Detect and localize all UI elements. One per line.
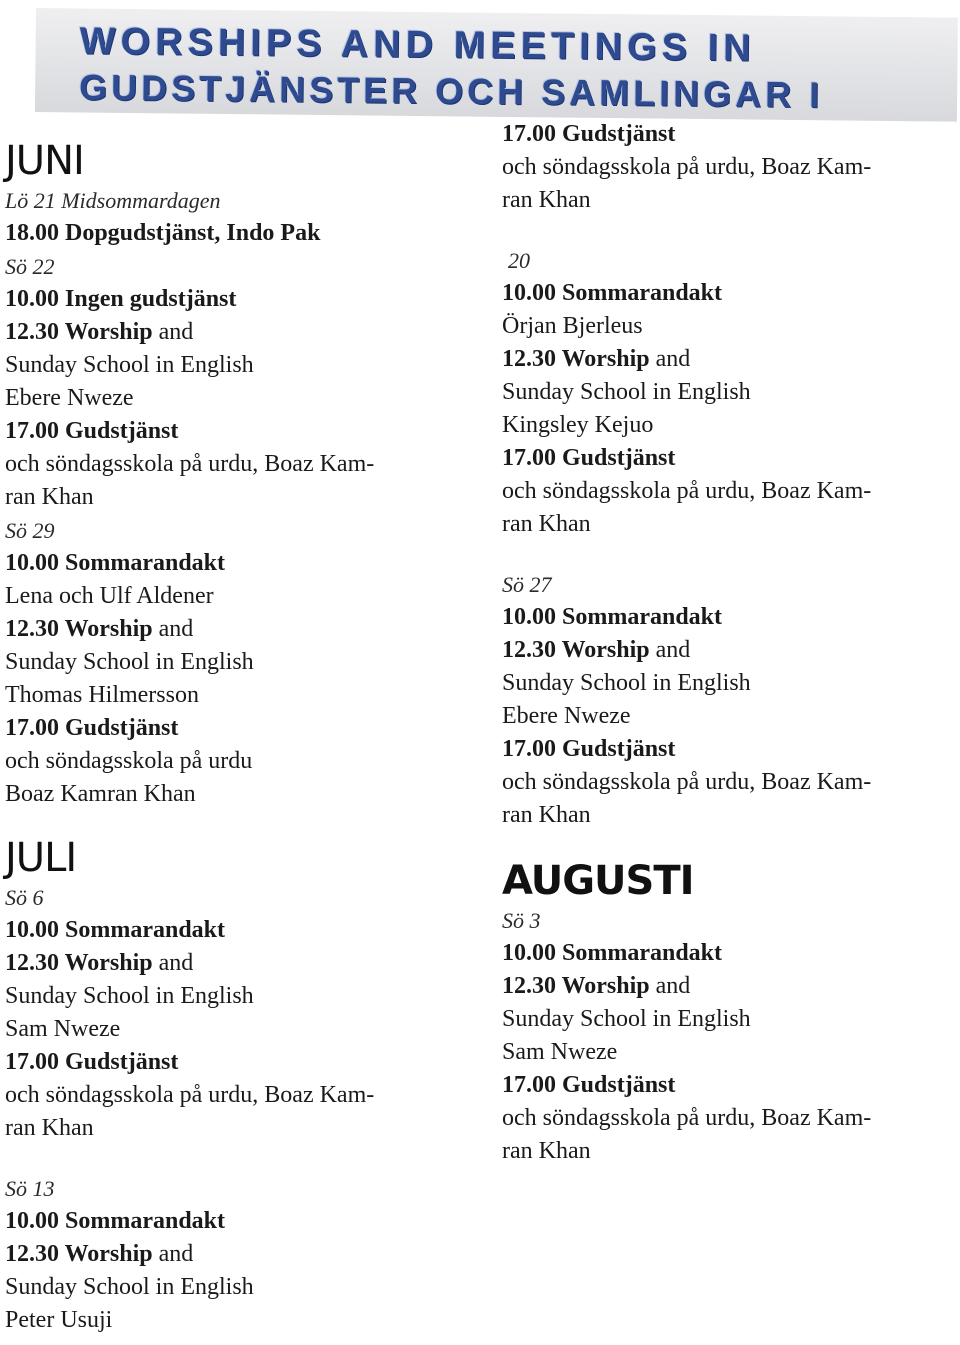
event-description: Sunday School in English xyxy=(502,1006,751,1032)
event-title: 10.00 Sommarandakt xyxy=(5,550,226,576)
event-time-title: 12.30 Worship xyxy=(5,950,153,976)
event-leader: Lena och Ulf Aldener xyxy=(5,583,214,609)
event-title xyxy=(5,947,455,980)
month-heading-augusti: AUGUSTI xyxy=(502,858,694,904)
day-label: Lö 21 Midsommardagen xyxy=(5,188,221,213)
event-title-suffix: and xyxy=(152,616,194,642)
event-leader: Thomas Hilmersson xyxy=(5,682,199,708)
event-leader: Ebere Nweze xyxy=(5,385,134,411)
event-title-suffix: and xyxy=(649,637,691,663)
day-block-so27 xyxy=(502,568,952,832)
event-description: Sunday School in English xyxy=(502,670,751,696)
day-label: Sö 27 xyxy=(502,572,552,597)
event-description: Sunday School in English xyxy=(5,1274,254,1300)
day-block-so20 xyxy=(502,244,952,541)
spacer xyxy=(502,541,952,568)
event-time-title: 12.30 Worship xyxy=(5,319,153,345)
spacer xyxy=(5,1145,455,1172)
event-description: Sunday School in English xyxy=(5,983,254,1009)
day-block-so6 xyxy=(5,881,455,1145)
event-title xyxy=(5,1238,455,1271)
event-title-suffix: and xyxy=(152,319,194,345)
header-banner xyxy=(35,8,958,122)
event-time-title: 12.30 Worship xyxy=(5,616,153,642)
event-leader: Ebere Nweze xyxy=(502,703,631,729)
day-block-so22 xyxy=(5,250,455,514)
event-title xyxy=(502,634,952,667)
spacer xyxy=(502,217,952,244)
event-description: Sunday School in English xyxy=(502,379,751,405)
day-block-so13 xyxy=(5,1172,455,1337)
event-title: 18.00 Dopgudstjänst, Indo Pak xyxy=(5,220,321,246)
event-time-title: 12.30 Worship xyxy=(502,637,650,663)
day-block-so3 xyxy=(502,904,952,1168)
event-title: 17.00 Gudstjänst xyxy=(5,418,179,444)
event-leader: Sam Nweze xyxy=(5,1016,121,1042)
event-description: ran Khan xyxy=(502,187,591,213)
event-description: och söndagsskola på urdu, Boaz Kam- xyxy=(502,1105,872,1131)
event-title: 17.00 Gudstjänst xyxy=(5,1049,179,1075)
event-description: Sunday School in English xyxy=(5,649,254,675)
event-title: 10.00 Ingen gudstjänst xyxy=(5,286,237,312)
event-title xyxy=(502,970,952,1003)
day-block-lo21 xyxy=(5,184,455,250)
day-label: Sö 22 xyxy=(5,254,55,279)
event-title: 10.00 Sommarandakt xyxy=(5,917,226,943)
month-heading-juni: JUNI xyxy=(5,138,84,184)
event-title: 10.00 Sommarandakt xyxy=(502,940,723,966)
event-description: och söndagsskola på urdu, Boaz Kam- xyxy=(502,154,872,180)
event-description: och söndagsskola på urdu, Boaz Kam- xyxy=(5,1082,375,1108)
day-label: 20 xyxy=(508,248,530,273)
event-title: 17.00 Gudstjänst xyxy=(502,1072,676,1098)
event-leader: Peter Usuji xyxy=(5,1307,113,1333)
event-leader: Örjan Bjerleus xyxy=(502,313,643,339)
event-description: Sunday School in English xyxy=(5,352,254,378)
event-description: och söndagsskola på urdu, Boaz Kam- xyxy=(502,769,872,795)
event-description: ran Khan xyxy=(502,802,591,828)
event-time-title: 12.30 Worship xyxy=(502,346,650,372)
event-title-suffix: and xyxy=(649,346,691,372)
event-description: Boaz Kamran Khan xyxy=(5,781,196,807)
day-label: Sö 3 xyxy=(502,908,541,933)
day-label: Sö 6 xyxy=(5,885,44,910)
event-title-suffix: and xyxy=(152,950,194,976)
event-description: ran Khan xyxy=(502,1138,591,1164)
day-label: Sö 13 xyxy=(5,1176,55,1201)
event-title xyxy=(5,613,455,646)
schedule-column-right xyxy=(502,118,952,1168)
event-description: ran Khan xyxy=(5,484,94,510)
event-title: 17.00 Gudstjänst xyxy=(502,736,676,762)
event-description: ran Khan xyxy=(502,511,591,537)
event-title: 17.00 Gudstjänst xyxy=(5,715,179,741)
event-description: ran Khan xyxy=(5,1115,94,1141)
event-title-suffix: and xyxy=(649,973,691,999)
event-time-title: 12.30 Worship xyxy=(5,1241,153,1267)
banner-title-english: WORSHIPS AND MEETINGS IN xyxy=(79,20,756,70)
day-label: Sö 29 xyxy=(5,518,55,543)
event-title xyxy=(5,316,455,349)
schedule-column-left xyxy=(5,118,455,1337)
event-title: 10.00 Sommarandakt xyxy=(502,280,723,306)
event-description: och söndagsskola på urdu xyxy=(5,748,253,774)
event-description: och söndagsskola på urdu, Boaz Kam- xyxy=(502,478,872,504)
event-title: 10.00 Sommarandakt xyxy=(502,604,723,630)
event-title xyxy=(502,343,952,376)
day-block-so29 xyxy=(5,514,455,811)
day-block-so13-continued xyxy=(502,118,952,217)
event-leader: Sam Nweze xyxy=(502,1039,618,1065)
event-leader: Kingsley Kejuo xyxy=(502,412,654,438)
event-description: och söndagsskola på urdu, Boaz Kam- xyxy=(5,451,375,477)
banner-title-swedish: GUDSTJÄNSTER OCH SAMLINGAR I xyxy=(78,66,824,116)
month-heading-juli: JULI xyxy=(5,835,77,881)
event-title: 17.00 Gudstjänst xyxy=(502,445,676,471)
event-title: 17.00 Gudstjänst xyxy=(502,121,676,147)
event-title-suffix: and xyxy=(152,1241,194,1267)
event-title: 10.00 Sommarandakt xyxy=(5,1208,226,1234)
event-time-title: 12.30 Worship xyxy=(502,973,650,999)
